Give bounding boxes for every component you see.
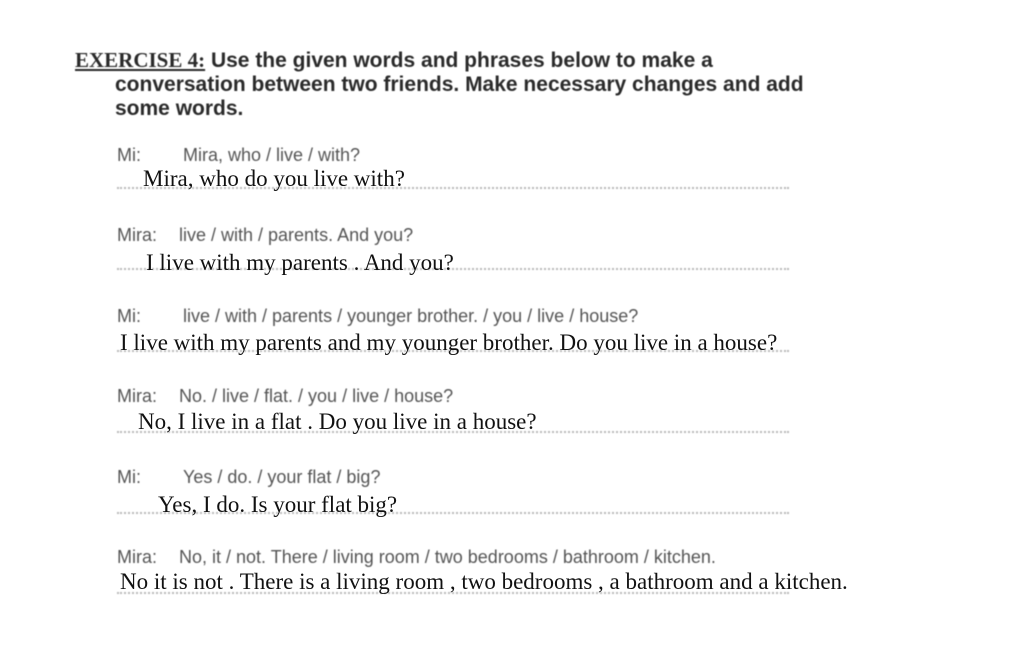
speaker-label: Mira: — [117, 386, 157, 406]
dialogue-prompt-3 — [117, 306, 638, 327]
instruction-line-3: some words. — [115, 97, 244, 120]
dialogue-prompt-5 — [117, 467, 380, 488]
prompt-text: Mira, who / live / with? — [183, 145, 361, 165]
answer-text-2: I live with my parents . And you? — [146, 250, 454, 275]
speaker-label: Mi: — [117, 145, 141, 165]
prompt-text: No. / live / flat. / you / live / house? — [179, 386, 454, 406]
speaker-label: Mira: — [117, 547, 157, 567]
prompt-text: Yes / do. / your flat / big? — [183, 467, 381, 487]
answer-text-5: Yes, I do. Is your flat big? — [158, 492, 398, 517]
answer-text-6: No it is not . There is a living room , two bedrooms , a bathroom and a kitchen. — [120, 569, 848, 594]
dialogue-prompt-4 — [117, 386, 453, 407]
answer-text-1: Mira, who do you live with? — [143, 166, 405, 191]
speaker-label: Mi: — [117, 306, 141, 326]
dialogue-prompt-6 — [117, 547, 716, 568]
answer-text-4: No, I live in a flat . Do you live in a house? — [138, 409, 537, 434]
dialogue-prompt-1 — [117, 145, 360, 166]
exercise-label: EXERCISE 4: — [75, 48, 206, 72]
prompt-text: live / with / parents. And you? — [179, 225, 414, 245]
speaker-label: Mi: — [117, 467, 141, 487]
dialogue-prompt-2 — [117, 225, 413, 246]
prompt-text: live / with / parents / younger brother. / you / live / house? — [183, 306, 639, 326]
instruction-line-2: conversation between two friends. Make necessary changes and add — [115, 73, 804, 96]
speaker-label: Mira: — [117, 225, 157, 245]
exercise-heading — [75, 48, 935, 121]
prompt-text: No, it / not. There / living room / two bedrooms / bathroom / kitchen. — [179, 547, 716, 567]
answer-text-3: I live with my parents and my younger brother. Do you live in a house? — [120, 330, 778, 355]
instruction-line-1: Use the given words and phrases below to make a — [205, 49, 713, 72]
